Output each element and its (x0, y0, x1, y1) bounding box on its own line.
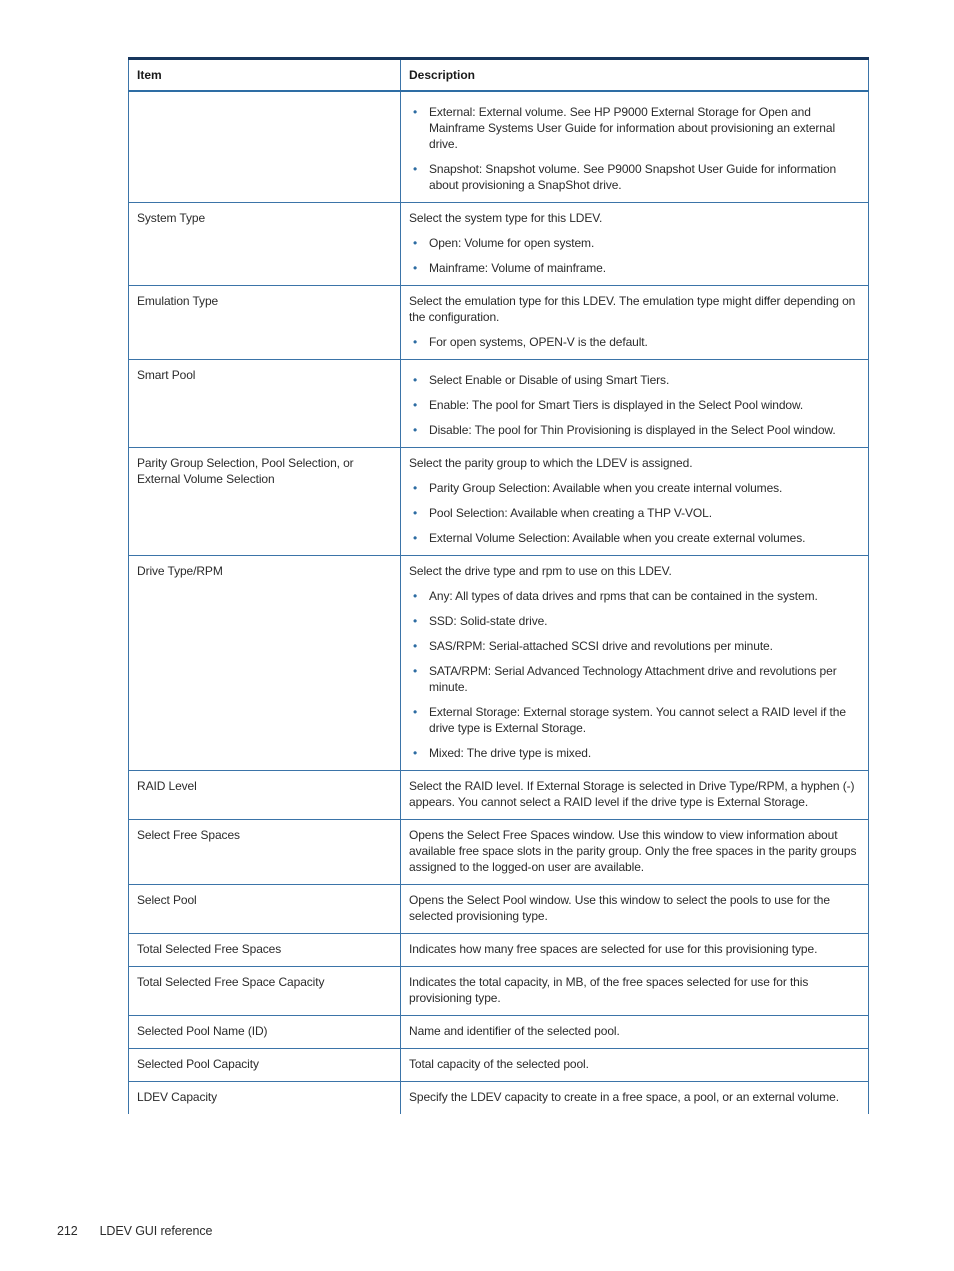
bullet-icon: • (413, 746, 418, 760)
description-cell (401, 448, 869, 556)
bullet-icon: • (413, 639, 418, 653)
bullet-text: SATA/RPM: Serial Advanced Technology Attachment drive and revolutions per minute. (429, 664, 837, 694)
description-text: Name and identifier of the selected pool. (409, 1024, 620, 1038)
bullet-icon: • (413, 261, 418, 275)
bullet-item (409, 480, 858, 496)
bullet-item (409, 334, 858, 350)
description-cell (401, 967, 869, 1016)
table-row (129, 771, 869, 820)
bullet-text: Open: Volume for open system. (429, 236, 595, 250)
column-header-item: Item (129, 59, 401, 92)
description-cell (401, 1049, 869, 1082)
page-number: 212 (57, 1224, 78, 1238)
description-cell (401, 820, 869, 885)
bullet-text: For open systems, OPEN-V is the default. (429, 335, 648, 349)
bullet-icon: • (413, 398, 418, 412)
table-row (129, 1082, 869, 1115)
item-cell: RAID Level (129, 771, 401, 820)
description-cell (401, 91, 869, 203)
description-text: Select the RAID level. If External Storage is selected in Drive Type/RPM, a hyphen (-) appears. You cannot select a RAID level if the drive type is External Storage. (409, 779, 855, 809)
bullet-icon: • (413, 105, 418, 119)
table-row (129, 1016, 869, 1049)
ldev-reference-table (128, 57, 869, 1114)
item-cell: Total Selected Free Spaces (129, 934, 401, 967)
description-text: Opens the Select Pool window. Use this window to select the pools to use for the selected provisioning type. (409, 893, 830, 923)
description-cell (401, 286, 869, 360)
bullet-text: Disable: The pool for Thin Provisioning is displayed in the Select Pool window. (429, 423, 836, 437)
table-row (129, 203, 869, 286)
item-cell: Smart Pool (129, 360, 401, 448)
bullet-icon: • (413, 373, 418, 387)
description-cell (401, 556, 869, 771)
item-cell: Drive Type/RPM (129, 556, 401, 771)
bullet-icon: • (413, 481, 418, 495)
description-cell (401, 934, 869, 967)
table-row (129, 820, 869, 885)
description-text: Select the emulation type for this LDEV. The emulation type might differ depending on the configuration. (409, 294, 856, 324)
item-cell: Total Selected Free Space Capacity (129, 967, 401, 1016)
table-row (129, 885, 869, 934)
item-cell: LDEV Capacity (129, 1082, 401, 1115)
bullet-icon: • (413, 531, 418, 545)
bullet-text: Snapshot: Snapshot volume. See P9000 Snapshot User Guide for information about provisioning a SnapShot drive. (429, 162, 837, 192)
bullet-item (409, 530, 858, 546)
bullet-item (409, 397, 858, 413)
bullet-item (409, 260, 858, 276)
table-row (129, 934, 869, 967)
bullet-icon: • (413, 589, 418, 603)
item-cell (129, 91, 401, 203)
bullet-text: External Storage: External storage system. You cannot select a RAID level if the drive type is External Storage. (429, 705, 846, 735)
table-header-row (129, 59, 869, 92)
description-text: Select the drive type and rpm to use on this LDEV. (409, 564, 672, 578)
table-row (129, 967, 869, 1016)
bullet-icon: • (413, 705, 418, 719)
bullet-item (409, 422, 858, 438)
table-row (129, 286, 869, 360)
bullet-icon: • (413, 614, 418, 628)
item-cell: Selected Pool Capacity (129, 1049, 401, 1082)
bullet-text: Pool Selection: Available when creating a THP V-VOL. (429, 506, 712, 520)
item-cell: Select Free Spaces (129, 820, 401, 885)
table-body (129, 91, 869, 1114)
description-cell (401, 1082, 869, 1115)
column-header-description: Description (401, 59, 869, 92)
bullet-item (409, 745, 858, 761)
bullet-icon: • (413, 236, 418, 250)
description-cell (401, 885, 869, 934)
table-row (129, 448, 869, 556)
table-row (129, 360, 869, 448)
page-footer (57, 1224, 212, 1238)
bullet-text: Mainframe: Volume of mainframe. (429, 261, 606, 275)
item-cell: Parity Group Selection, Pool Selection, or External Volume Selection (129, 448, 401, 556)
bullet-text: External: External volume. See HP P9000 External Storage for Open and Mainframe Systems User Guide for information about provisioning an external drive. (429, 105, 836, 151)
description-text: Specify the LDEV capacity to create in a free space, a pool, or an external volume. (409, 1090, 839, 1104)
table-row (129, 1049, 869, 1082)
description-text: Total capacity of the selected pool. (409, 1057, 589, 1071)
bullet-item (409, 505, 858, 521)
description-cell (401, 360, 869, 448)
bullet-text: SSD: Solid-state drive. (429, 614, 548, 628)
description-text: Opens the Select Free Spaces window. Use this window to view information about available free space slots in the parity group. Only the free spaces in the parity groups assigned to the logged-on user are available. (409, 828, 857, 874)
bullet-text: Parity Group Selection: Available when you create internal volumes. (429, 481, 783, 495)
bullet-item (409, 704, 858, 736)
item-cell: System Type (129, 203, 401, 286)
description-text: Indicates the total capacity, in MB, of the free spaces selected for use for this provisioning type. (409, 975, 809, 1005)
description-cell (401, 203, 869, 286)
bullet-text: Any: All types of data drives and rpms that can be contained in the system. (429, 589, 818, 603)
bullet-icon: • (413, 664, 418, 678)
item-cell: Select Pool (129, 885, 401, 934)
bullet-text: External Volume Selection: Available when you create external volumes. (429, 531, 806, 545)
bullet-item (409, 372, 858, 388)
bullet-icon: • (413, 335, 418, 349)
bullet-item (409, 663, 858, 695)
bullet-item (409, 613, 858, 629)
bullet-item (409, 104, 858, 152)
description-text: Indicates how many free spaces are selected for use for this provisioning type. (409, 942, 818, 956)
description-text: Select the system type for this LDEV. (409, 211, 603, 225)
bullet-text: Enable: The pool for Smart Tiers is displayed in the Select Pool window. (429, 398, 804, 412)
bullet-item (409, 161, 858, 193)
bullet-item (409, 588, 858, 604)
footer-section-title: LDEV GUI reference (99, 1224, 213, 1238)
item-cell: Emulation Type (129, 286, 401, 360)
description-text: Select the parity group to which the LDEV is assigned. (409, 456, 693, 470)
bullet-text: Select Enable or Disable of using Smart Tiers. (429, 373, 670, 387)
bullet-icon: • (413, 423, 418, 437)
table-row (129, 556, 869, 771)
bullet-icon: • (413, 162, 418, 176)
bullet-text: SAS/RPM: Serial-attached SCSI drive and revolutions per minute. (429, 639, 773, 653)
table-row (129, 91, 869, 203)
description-cell (401, 771, 869, 820)
bullet-text: Mixed: The drive type is mixed. (429, 746, 592, 760)
item-cell: Selected Pool Name (ID) (129, 1016, 401, 1049)
bullet-item (409, 638, 858, 654)
bullet-icon: • (413, 506, 418, 520)
bullet-item (409, 235, 858, 251)
description-cell (401, 1016, 869, 1049)
